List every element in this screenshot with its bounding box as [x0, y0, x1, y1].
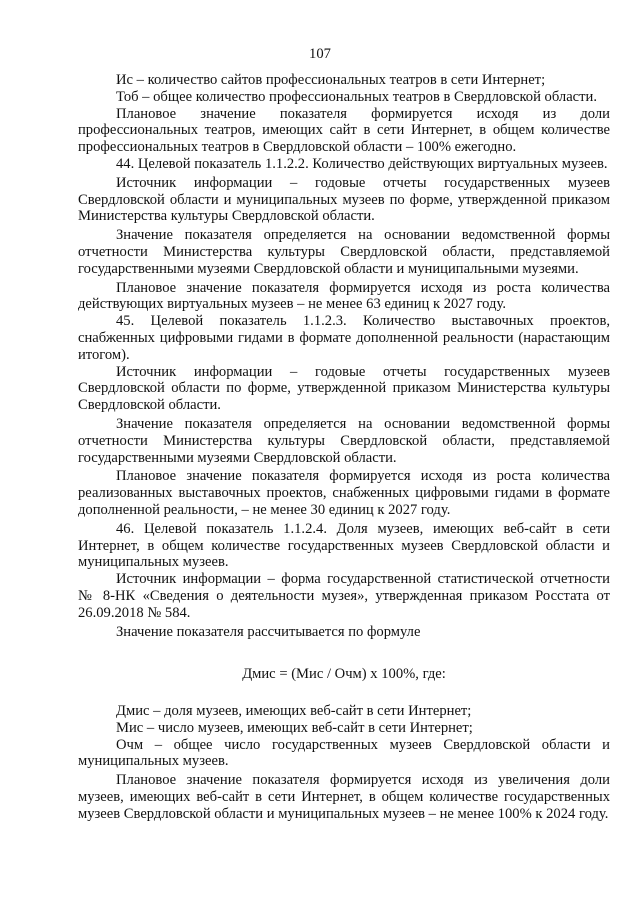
page-number: 107 — [309, 46, 331, 62]
definition: Очм – общее число государственных музеев Свердловской области и муниципальных музеев. — [78, 736, 610, 770]
paragraph: Значение показателя определяется на основании ведомственной формы отчетности Министерства культуры Свердловской области, представляемой государственными музеями Свердловской области и муниципальными музеями. — [78, 227, 610, 277]
paragraph: Источник информации – годовые отчеты государственных музеев Свердловской области и муниципальных музеев по форме, утвержденной приказом Министерства культуры Свердловской области. — [78, 174, 610, 225]
paragraph: 45. Целевой показатель 1.1.2.3. Количество выставочных проектов, снабженных цифровыми гидами в формате дополненной реальности (нарастающим итогом). — [78, 313, 610, 363]
paragraph: Плановое значение показателя формируется исходя из увеличения доли музеев, имеющих веб-сайт в сети Интернет, в общем количестве государственных музеев Свердловской области и муниципальных музеев – не менее 100% к 2024 году. — [78, 772, 610, 822]
paragraph: 46. Целевой показатель 1.1.2.4. Доля музеев, имеющих веб-сайт в сети Интернет, в общем количестве государственных музеев Свердловской области и муниципальных музеев. — [78, 520, 610, 571]
paragraph: Плановое значение показателя формируется исходя из доли профессиональных театров, имеющих сайт в сети Интернет, в общем количестве профессиональных театров в Свердловской области – 100% ежегодно. — [78, 105, 610, 156]
paragraph: Значение показателя определяется на основании ведомственной формы отчетности Министерства культуры Свердловской области, представляемой государственными музеями Свердловской области. — [78, 415, 610, 466]
paragraph: Источник информации – годовые отчеты государственных музеев Свердловской области по форме, утвержденной приказом Министерства культуры Свердловской области. — [78, 363, 610, 414]
paragraph: Тоб – общее количество профессиональных театров в Свердловской области. — [116, 88, 597, 105]
paragraph: Плановое значение показателя формируется исходя из роста количества действующих виртуальных музеев – не менее 63 единиц к 2027 году. — [78, 279, 610, 313]
formula: Дмис = (Мис / Очм) x 100%, где: — [242, 666, 446, 683]
paragraph: 44. Целевой показатель 1.1.2.2. Количество действующих виртуальных музеев. — [116, 155, 608, 172]
paragraph: Источник информации – форма государственной статистической отчетности № 8-НК «Сведения о деятельности музея», утвержденная приказом Росстата от 26.09.2018 № 584. — [78, 571, 610, 621]
definition: Мис – число музеев, имеющих веб-сайт в сети Интернет; — [116, 719, 473, 736]
paragraph: Плановое значение показателя формируется исходя из роста количества реализованных выставочных проектов, снабженных цифровыми гидами в формате дополненной реальности, – не менее 30 единиц к 2027 году. — [78, 468, 610, 518]
paragraph: Значение показателя рассчитывается по формуле — [116, 623, 421, 640]
definition: Дмис – доля музеев, имеющих веб-сайт в сети Интернет; — [116, 703, 472, 720]
document-body — [78, 72, 610, 823]
paragraph: Ис – количество сайтов профессиональных театров в сети Интернет; — [116, 72, 546, 88]
